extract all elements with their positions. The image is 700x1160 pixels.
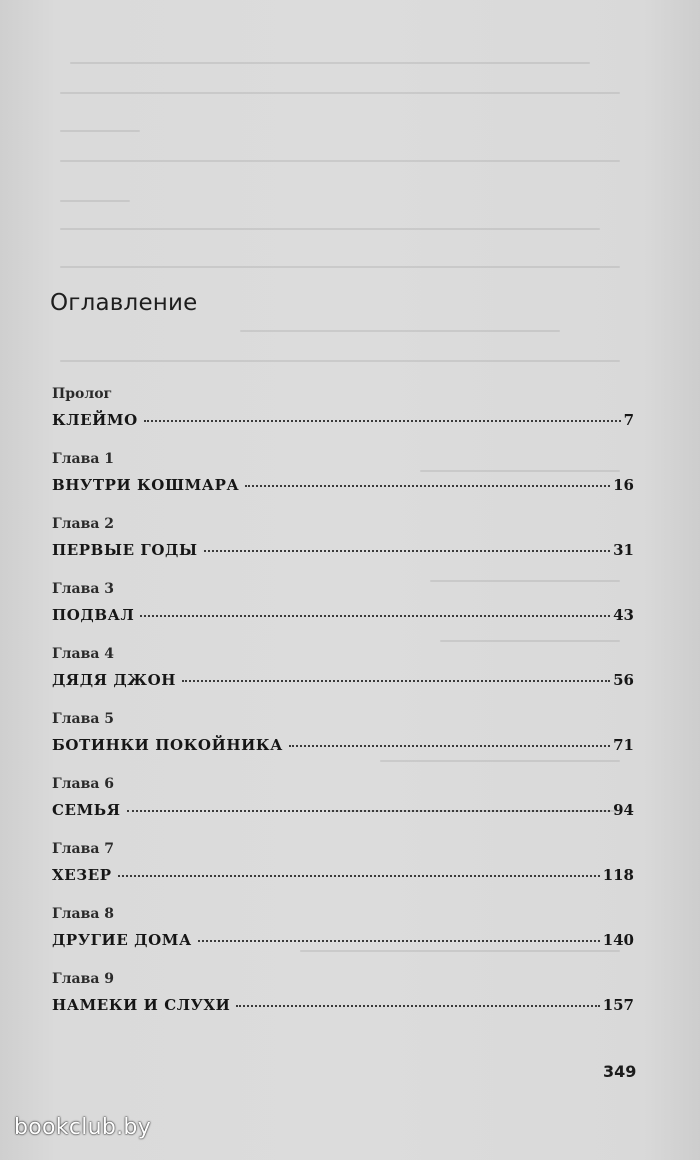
table-of-contents <box>50 386 634 1036</box>
toc-line <box>52 736 634 754</box>
dot-leader <box>144 420 621 422</box>
toc-line <box>52 476 634 494</box>
dot-leader <box>198 940 600 942</box>
dot-leader <box>236 1005 599 1007</box>
chapter-label: Глава 3 <box>52 581 115 597</box>
toc-heading: Оглавление <box>50 290 198 317</box>
chapter-page-number: 71 <box>613 736 634 754</box>
chapter-page-number: 56 <box>613 671 634 689</box>
toc-line <box>52 931 634 949</box>
dot-leader <box>182 680 610 682</box>
toc-line <box>52 996 634 1014</box>
toc-line <box>52 671 634 689</box>
chapter-page-number: 140 <box>602 931 634 949</box>
chapter-label: Глава 5 <box>52 711 115 727</box>
toc-line <box>52 606 634 624</box>
chapter-title: ХЕЗЕР <box>52 866 112 884</box>
dot-leader <box>245 485 610 487</box>
dot-leader <box>127 810 611 812</box>
bleed-through-line <box>60 130 140 132</box>
dot-leader <box>140 615 610 617</box>
bleed-through-line <box>60 92 620 94</box>
chapter-title: НАМЕКИ И СЛУХИ <box>52 996 231 1014</box>
chapter-page-number: 16 <box>613 476 634 494</box>
toc-entry <box>50 711 634 776</box>
bleed-through-line <box>60 200 130 202</box>
chapter-page-number: 94 <box>613 801 634 819</box>
chapter-label: Пролог <box>52 386 113 402</box>
toc-entry <box>50 581 634 646</box>
chapter-label: Глава 1 <box>52 451 115 467</box>
chapter-page-number: 31 <box>613 541 634 559</box>
chapter-label: Глава 4 <box>52 646 115 662</box>
toc-entry <box>50 386 634 451</box>
bleed-through-line <box>240 330 560 332</box>
chapter-title: СЕМЬЯ <box>52 801 121 819</box>
toc-line <box>52 801 634 819</box>
chapter-label: Глава 6 <box>52 776 115 792</box>
chapter-title: ПОДВАЛ <box>52 606 135 624</box>
chapter-label: Глава 8 <box>52 906 115 922</box>
bleed-through-line <box>70 62 590 64</box>
chapter-title: ПЕРВЫЕ ГОДЫ <box>52 541 198 559</box>
toc-entry <box>50 841 634 906</box>
toc-entry <box>50 971 634 1036</box>
toc-line <box>52 541 634 559</box>
chapter-label: Глава 9 <box>52 971 115 987</box>
chapter-title: БОТИНКИ ПОКОЙНИКА <box>52 736 283 754</box>
toc-entry <box>50 516 634 581</box>
toc-entry <box>50 906 634 971</box>
chapter-label: Глава 2 <box>52 516 115 532</box>
toc-entry <box>50 776 634 841</box>
chapter-title: ДРУГИЕ ДОМА <box>52 931 192 949</box>
dot-leader <box>204 550 611 552</box>
chapter-page-number: 118 <box>602 866 634 884</box>
chapter-label: Глава 7 <box>52 841 115 857</box>
chapter-page-number: 157 <box>602 996 634 1014</box>
chapter-title: КЛЕЙМО <box>52 411 138 429</box>
dot-leader <box>289 745 610 747</box>
page-number: 349 <box>603 1062 637 1081</box>
bleed-through-line <box>60 360 620 362</box>
toc-line <box>52 411 634 429</box>
bleed-through-line <box>60 228 600 230</box>
chapter-title: ДЯДЯ ДЖОН <box>52 671 177 689</box>
bleed-through-line <box>60 160 620 162</box>
bleed-through-line <box>60 266 620 268</box>
chapter-page-number: 7 <box>623 411 634 429</box>
toc-entry <box>50 451 634 516</box>
watermark-text: bookclub.by <box>14 1115 152 1140</box>
chapter-page-number: 43 <box>613 606 634 624</box>
toc-entry <box>50 646 634 711</box>
dot-leader <box>118 875 600 877</box>
toc-line <box>52 866 634 884</box>
chapter-title: ВНУТРИ КОШМАРА <box>52 476 240 494</box>
